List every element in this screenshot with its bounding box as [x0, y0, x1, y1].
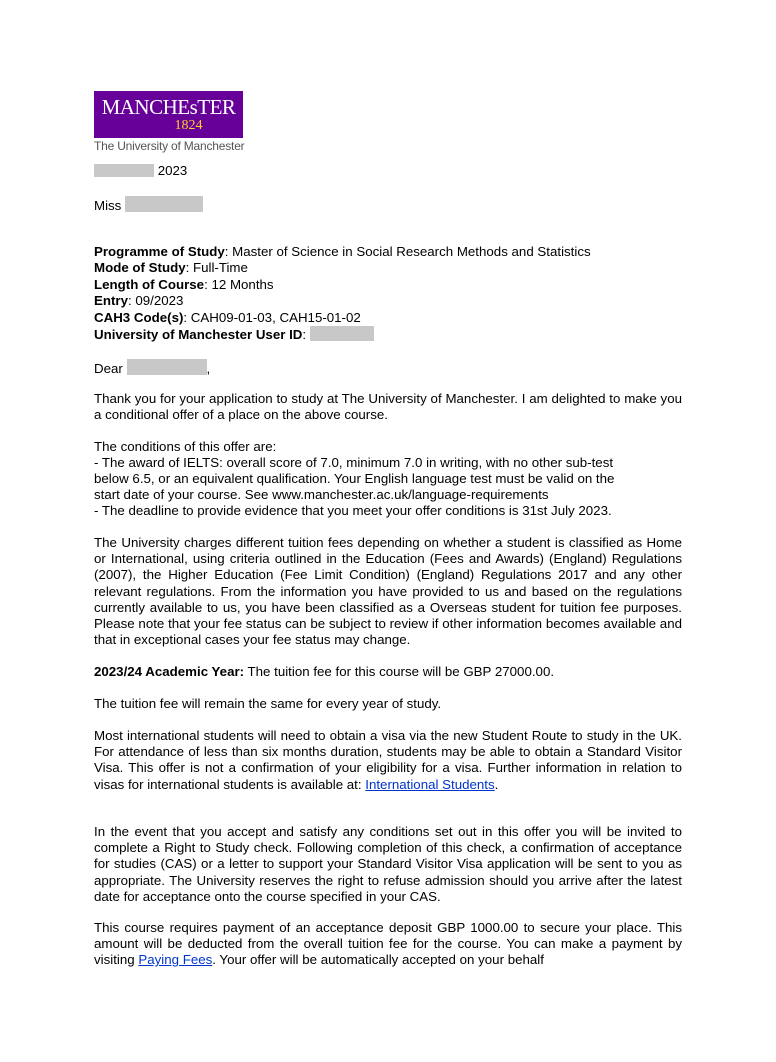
deposit-text: This course requires payment of an acceptance deposit GBP 1000.00 to secure your place. This amount will be deducted from the overall tuition fee for the course. You can make a payment by visiting	[94, 920, 682, 968]
deposit-end: . Your offer will be automatically accepted on your behalf	[212, 952, 544, 968]
paying-fees-link[interactable]: Paying Fees	[138, 952, 213, 968]
academic-year-line	[94, 664, 554, 680]
redacted-date	[94, 164, 154, 177]
logo-wordmark: MANCHEsTER	[101, 95, 236, 119]
addressee	[94, 196, 203, 214]
length-label: Length of Course	[94, 277, 205, 292]
academic-year-fee: The tuition fee for this course will be GBP 27000.00.	[244, 664, 555, 679]
redacted-first-name	[127, 359, 207, 375]
redacted-name	[125, 196, 203, 212]
condition-1-line-1: - The award of IELTS: overall score of 7.0, minimum 7.0 in writing, with no other sub-test	[94, 455, 614, 470]
condition-1-line-3: start date of your course. See www.manchester.ac.uk/language-requirements	[94, 487, 549, 502]
fee-same-line: The tuition fee will remain the same for every year of study.	[94, 696, 442, 711]
dear-word: Dear	[94, 361, 123, 376]
mode-label: Mode of Study	[94, 260, 186, 275]
condition-2: - The deadline to provide evidence that you meet your offer conditions is 31st July 2023.	[94, 503, 612, 518]
academic-year-label: 2023/24 Academic Year:	[94, 664, 245, 679]
length-value: : 12 Months	[204, 277, 274, 292]
user-id-label: University of Manchester User ID	[94, 327, 303, 342]
intro-paragraph: Thank you for your application to study at The University of Manchester. I am delighted to make you a conditional offer of a place on the above course.	[94, 391, 682, 423]
entry-value: : 09/2023	[128, 293, 184, 308]
visa-text: Most international students will need to obtain a visa via the new Student Route to study in the UK. For attendance of less than six months duration, students may be able to obtain a Standard Visitor Visa. This offer is not a confirmation of your eligibility for a visa. Further information in relation to visas for international students is available at:	[94, 728, 682, 792]
cah-value: : CAH09-01-03, CAH15-01-02	[183, 310, 361, 325]
logo-subtitle: The University of Manchester	[94, 139, 245, 153]
visa-paragraph	[94, 728, 682, 793]
fees-paragraph: The University charges different tuition fees depending on whether a student is classified as Home or International, using criteria outlined in the Education (Fees and Awards) (England) Regulations (2007), the Higher Education (Fee Limit Condition) (England) Regulations 2017 and any other relevant regulations. From the information you have provided to us and based on the regulations currently available to us, you have been classified as a Overseas student for tuition fee purposes. Please note that your fee status can be subject to review if other information becomes available and that in exceptional cases your fee status may change.	[94, 535, 682, 648]
conditions-heading: The conditions of this offer are:	[94, 439, 277, 454]
cas-paragraph: In the event that you accept and satisfy any conditions set out in this offer you will be invited to complete a Right to Study check. Following completion of this check, a confirmation of acceptance for studies (CAS) or a letter to support your Standard Visitor Visa application will be sent to you as appropriate. The University reserves the right to refuse admission should you arrive after the latest date for acceptance onto the course specified in your CAS.	[94, 824, 682, 904]
cah-line	[94, 310, 361, 326]
programme-label: Programme of Study	[94, 244, 225, 259]
redacted-user-id	[310, 326, 374, 341]
deposit-paragraph	[94, 920, 682, 969]
entry-line	[94, 293, 183, 309]
mode-line	[94, 260, 248, 276]
user-id-colon: :	[302, 327, 307, 342]
letter-date	[94, 163, 187, 179]
cah-label: CAH3 Code(s)	[94, 310, 184, 325]
programme-value: : Master of Science in Social Research Methods and Statistics	[224, 244, 591, 259]
visa-end: .	[494, 776, 499, 792]
programme-line	[94, 244, 591, 260]
dear-comma: ,	[206, 361, 211, 376]
user-id-line	[94, 326, 374, 343]
dear-line	[94, 359, 210, 377]
university-logo	[94, 91, 243, 138]
length-line	[94, 277, 274, 293]
condition-1-line-2: below 6.5, or an equivalent qualification. Your English language test must be valid on the	[94, 471, 615, 486]
logo-year: 1824	[174, 118, 203, 133]
addressee-title: Miss	[94, 198, 122, 213]
date-year: 2023	[157, 163, 188, 178]
international-students-link[interactable]: International Students	[365, 776, 495, 792]
mode-value: : Full-Time	[185, 260, 248, 275]
entry-label: Entry	[94, 293, 128, 308]
